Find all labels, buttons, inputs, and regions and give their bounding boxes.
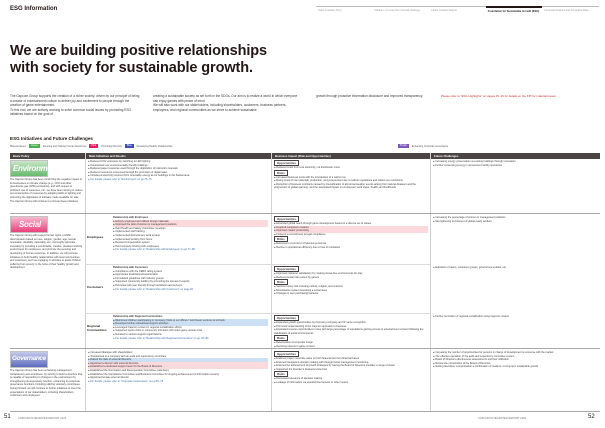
row-separator (85, 264, 430, 265)
governance-label: Governance (12, 355, 46, 362)
regional-heading: Relationship with Regional Communities (113, 315, 163, 318)
esg-section-title: ESG Initiatives and Future Challenges (10, 136, 93, 141)
environment-challenges (433, 160, 598, 167)
section-title: ESG Information (10, 6, 58, 12)
list-item: ● Developed online educational support activities (113, 322, 268, 326)
nav-item-growth-strategy[interactable]: Medium- to Long-Term Growth Strategy (373, 6, 430, 22)
list-item: ● Rising costs of raw materials, production, and procurement due to carbon regulations and plastic use restrictions (274, 179, 403, 183)
list-item: ● Appropriate localization/customization (113, 273, 158, 277)
list-item: ● Further conserving energy in amusement facility operations (433, 163, 503, 167)
page-headline (10, 43, 267, 77)
risks-header: Risks (274, 279, 288, 285)
list-item: ● Fostered a commitment to legal compliance (274, 232, 326, 236)
environment-impact (274, 160, 428, 190)
opportunities-header: Opportunities (274, 160, 299, 166)
page-number-left: 51 (4, 414, 11, 420)
governance-challenges (433, 351, 598, 369)
regional-challenges (433, 315, 598, 319)
col-header-initiatives: Main Initiatives and Results (86, 153, 271, 159)
category-employees: Employees (87, 235, 104, 239)
risks-header: Risks (274, 335, 288, 341)
legend-text-purple: Enhancing Corporate Governance (411, 144, 449, 148)
list-item: ● Established the Compliance Committee and Business Committee for ongoing enhancement of information security (88, 372, 220, 376)
legend-text-green: Securing and Training Human Resources (42, 144, 87, 148)
list-item: ● Established the Nomination and Remuneration Committee (voluntary) (88, 368, 169, 372)
list-item: ● Donated to various support organizations (113, 332, 162, 336)
governance-policy: The Capcom Group has been enhancing management transparency and soundness, by striving to build a structure that is capable of responding to changes in the environment by strengthening its supervisory function, enhancing its corporate governance functions, including utilizing voluntary committees. Going forward, we will continue to further initiatives to meet the expectations of our stakeholders, including shareholders, customers and employees. (10, 369, 83, 398)
list-item: ● Endured proper corporate value on both financial and non-financial bases (274, 357, 360, 360)
list-item: ● Implemented working from home (113, 237, 153, 241)
list-item: ● Expanded growth opportunities by improving company and IP name recognition (274, 321, 366, 324)
reference-link[interactable]: ● For details, please refer to "Relationship with Customers" on page 81 (113, 287, 194, 291)
col-header-impact: Business Impact (Risk and Opportunities) (272, 153, 430, 159)
list-item: ● Transitioned to a company with an audit and supervisory committee (88, 354, 167, 358)
list-item: ● Education of users, consumer groups, government entities, etc. (433, 266, 507, 269)
reference-link[interactable]: ● For details, please refer to "Corporate Governance" on pp.87–76 (88, 379, 164, 383)
list-item: ● Reduced paper resources used through the digitization of instruction manuals (88, 167, 178, 171)
list-item: ● Introduced electricity sourced from renewable energy at our buildings in the Kansai area (88, 174, 190, 178)
list-item: ● Increasing the percentage of women in management positions (433, 216, 506, 219)
col-header-policy: Basic Policy (10, 153, 85, 159)
opportunities-header: Opportunities (274, 216, 299, 222)
list-item: ● Implemented staff training (113, 230, 145, 234)
risks-header: Risks (274, 236, 288, 242)
kpi-reference-note[interactable]: Please refer to "ESG Highlights" on pages 15–16 for details on the KPI for material issues. (441, 94, 557, 98)
footer-text-right: CAPCOM INTEGRATED REPORT 2022 (478, 417, 527, 420)
list-item: ● Improved creator productivity (274, 229, 428, 233)
list-item: ● Increasing the number of opportunities for persons in charge of development to converse with the market (433, 351, 554, 354)
employees-impact (274, 216, 428, 250)
list-item: ● Board of Directors effectiveness assessments and their utilization (433, 358, 509, 362)
material-issues-legend (10, 144, 172, 148)
list-item: ● Decline in operational efficiency due to loss of motivation (274, 245, 341, 249)
divider (85, 153, 86, 411)
list-item: ● Implemented discretionary work system (113, 233, 160, 237)
employees-initiatives (113, 216, 268, 252)
list-item: ● Supported sports clubs in community formation with video game arcade trivia (113, 329, 203, 333)
list-item: ● Ensured the achievement of growth strategies by having the Board of Directors consider a range of views (274, 364, 395, 368)
list-item: ● Revised compensation system (113, 241, 150, 245)
legend-prefix: Material Issues (10, 144, 27, 148)
employees-heading: Relationship with Employees (113, 216, 149, 219)
divider (430, 153, 431, 411)
chapter-nav (316, 6, 599, 22)
headline-line-1: We are building positive relationships (10, 43, 267, 59)
row-separator (85, 313, 430, 314)
regional-impact (274, 315, 428, 349)
list-item: ● Deterioration of corporate image (274, 341, 313, 345)
list-item: ● Increased business costs with the introduction of a carbon tax (274, 175, 346, 179)
customers-impact (274, 266, 428, 296)
list-item: ● Compliance with the CERO rating system (113, 269, 163, 273)
list-item: ● Ensured transparent decision making with through better management monitoring (274, 360, 369, 364)
opportunities-header: Opportunities (274, 266, 299, 272)
category-customers: Customers (87, 285, 104, 289)
list-item: ● Reduced social risks posed by games (274, 275, 319, 279)
list-item: ● Retirement or turnover of talented personnel (274, 242, 327, 246)
list-item: ● Actively employed and utilized foreign nationals (113, 220, 268, 224)
list-item: ● Increased dialogue with shareholders (88, 351, 133, 354)
divider (271, 153, 272, 411)
list-item: ● Promoted understanding of the Capcom approach to business (274, 324, 347, 328)
reference-link[interactable]: ● For details, please refer to "Relationship with Regional Communities" on pp. 82–86 (113, 336, 209, 340)
environment-label: Environment (13, 164, 59, 173)
category-regional-communities: Regional Communities (87, 324, 107, 332)
list-item: ● Acquired competent creators (274, 226, 428, 230)
list-item: ● Leakage of information via unauthorized access or other means (274, 380, 349, 384)
legend-text-pink: Promoting Diversity (101, 144, 122, 148)
row-separator (10, 213, 600, 214)
nav-item-creative-report[interactable]: Latest Creative Report (429, 6, 486, 22)
list-item: ● Improved customer satisfaction by creating stress-free environments for play (274, 272, 363, 275)
row-separator (10, 411, 600, 412)
list-item: ● Serious money-risk including culture, religion, and customs (274, 285, 343, 289)
page-number-right: 52 (588, 414, 595, 420)
intro-col-2: creating a sustainable society as set forth in the SDGs. Our aim is to realize a world in which everyone can enjoy games with peace of mind. We will also work with our stakeholders, including shareholders, customers, business partners, employees, and regional communities as we strive to achieve sustainable (153, 94, 298, 112)
risks-header: Risks (274, 371, 288, 377)
reference-link[interactable]: ● For details, please refer to "Relationship with Employees" on pp.77–80 (113, 248, 195, 252)
social-policy: The Capcom Group will respect human rights, prohibit discrimination based on race, religion, gender, age, sexual orientation, disability, nationality, etc., thoroughly eliminate inequality by providing a comfortable, creative, pleasant working environment for employees, and promote the securing and developing of human resources. In addition, we will promote initiatives to build healthy relationships with local communities and customers, such as engaging in activities to assist children suffering from poverty in the hope of their healthy growth and development. (10, 234, 83, 270)
list-item: ● Constructed new environmentally friendly buildings (88, 163, 148, 167)
list-item: ● Welcomed children participating in Company Visits to our offices / held Guest Lectures at schools (113, 319, 268, 323)
list-item: ● Reduced resources consumed through the promotion of digital sales (88, 170, 168, 174)
customers-initiatives (113, 266, 268, 291)
list-item: ● Increasing energy conservation at existing buildings through renovation (433, 160, 516, 163)
social-label: Social (19, 220, 41, 229)
legend-tag-green: Green (31, 144, 38, 147)
environment-initiatives (88, 160, 268, 182)
list-item: ● Established a dedicated support team for the Board of Directors (88, 365, 268, 369)
intro-col-3: growth through proactive information disclosure and improved transparency. (316, 94, 424, 98)
headline-line-2: with society for sustainable growth. (10, 60, 253, 76)
legend-text-blue: Developing Healthy Relationships (136, 144, 173, 148)
list-item: ● Held company briefing with employees (113, 244, 159, 248)
nav-item-financial[interactable]: Financial Analysis and Corporate Data (542, 6, 599, 22)
list-item: ● Appointed female external director (88, 376, 129, 380)
governance-legend (398, 144, 448, 148)
list-item: ● Getting developer compensation a combination of medium- to long-term sustainable growth (433, 365, 539, 369)
legend-tag-purple: Purple (400, 144, 407, 147)
nav-item-esg[interactable]: Foundation for Sustainable Growth (ESG) (486, 6, 543, 22)
opportunities-header: Opportunities (274, 351, 299, 357)
reference-link[interactable]: ● For details, please refer to "Environment" on pp.75–76 (88, 177, 152, 181)
list-item: ● Held Health and Safety Committee meetings (113, 226, 166, 230)
intro-col-1: The Capcom Group supports the creation of a richer society, driven by our principle of being a creator of entertainment culture to deliver joy and excitement to people through the creation of game entertainment. To this end, we are actively working to solve common social issues by promoting ESG initiatives based on the goal of (10, 94, 140, 117)
list-item: ● Raised the ratio of external directors (88, 358, 268, 362)
list-item: ● Formulated guidelines with industry groups (113, 276, 164, 280)
legend-tag-pink: Pink (91, 144, 97, 147)
governance-initiatives (88, 351, 268, 383)
list-item: ● The effective operation of the audit and supervisory committee system (433, 354, 515, 358)
employees-challenges (433, 216, 598, 223)
list-item: ● Monetization system becoming a social issue (274, 288, 328, 292)
customers-heading: Relationship with Customers (113, 266, 149, 269)
list-item: ● Disruption of business continuity caused by intensification of abnormal weather events arising from natural disasters and the progression of global warming, and the associated impact on employees' work styles, health, and livelihoods (274, 182, 416, 190)
list-item: ● Reduced costs from less electricity, cut distribution costs (274, 166, 340, 169)
regional-initiatives (113, 315, 268, 340)
nav-item-value-creation[interactable]: Value Creation Story (316, 6, 373, 22)
list-item: ● Improved the ratio of women in management positions (113, 223, 268, 227)
list-item: ● Changes in user purchasing behavior (274, 292, 319, 296)
list-item: ● Expanded global reach through game development based on a diverse set of values (274, 222, 372, 225)
legend-tag-blue: Blue (126, 144, 132, 147)
list-item: ● Expanded revenue opportunities in step with large percentage of populations gaining access to entertainment content following the stabilization of social environments (274, 328, 424, 335)
list-item: ● Further promotion of regional revitalization using Capcom content (433, 315, 510, 318)
list-item: ● Supported the Founder's business know-how (274, 367, 328, 371)
footer-text-left: CAPCOM INTEGRATED REPORT 2022 (18, 417, 67, 420)
list-item: ● Leveraged Capcom content in regional revitalization efforts (113, 325, 182, 329)
governance-impact (274, 351, 428, 385)
list-item: ● Supported community building by promoting the spread of esports (113, 280, 190, 284)
risks-header: Risks (274, 170, 288, 176)
environment-policy: The Capcom Group has been minimizing the negative impact of its businesses on climate change (e.g., CO2 and other greenhouse gas (GHG) emissions), and with respect to proficient use of resources, etc., we have been striving to reduce our consumption of resources by adopting LEDs in lighting and promoting the digitization of software made available for sale. The Capcom Group will continue to promote these initiatives. (10, 178, 83, 203)
list-item: ● Review the composition of the Board of Directors (433, 361, 491, 365)
list-item: ● Strengthening recruitment of global-ready workers (433, 219, 492, 223)
list-item: ● Decreased relevance of decision making (274, 377, 323, 381)
col-header-challenges: Future Challenges (431, 153, 600, 159)
list-item: ● Promoted with user friendly through invitations and surveys (113, 283, 182, 287)
list-item: ● Reduced CO2 emissions by switching to LED lighting (88, 160, 151, 163)
list-item: ● Appointed a director with external directors (88, 362, 268, 366)
list-item: ● Declining interest in game content (274, 344, 315, 348)
customers-challenges (433, 266, 598, 270)
opportunities-header: Opportunities (274, 315, 299, 321)
